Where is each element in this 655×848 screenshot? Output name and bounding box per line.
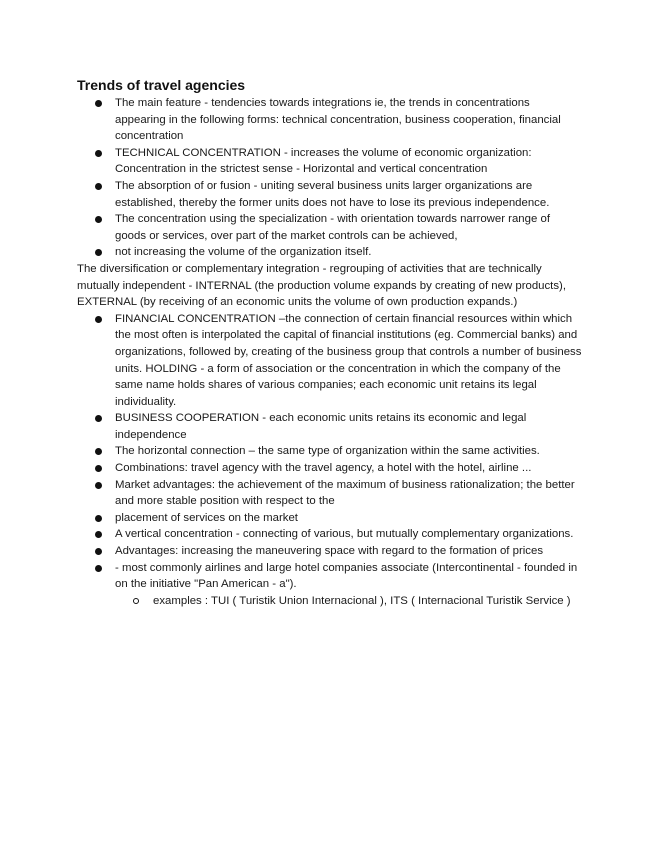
list-item-text: Advantages: increasing the maneuvering space with regard to the formation of prices bbox=[115, 545, 544, 558]
list-item bbox=[115, 311, 582, 411]
bullet-icon bbox=[95, 531, 102, 538]
list-item bbox=[115, 460, 582, 477]
list-item-text: placement of services on the market bbox=[115, 511, 298, 524]
list-item bbox=[115, 410, 582, 443]
list-item bbox=[115, 526, 582, 543]
list-item-text: BUSINESS COOPERATION - each economic units retains its economic and legal independence bbox=[115, 412, 527, 441]
hollow-bullet-icon bbox=[133, 598, 139, 604]
bullet-icon bbox=[95, 565, 102, 572]
bullet-icon bbox=[95, 415, 102, 422]
list-item-text: Combinations: travel agency with the travel agency, a hotel with the hotel, airline ... bbox=[115, 462, 532, 475]
sub-list-item bbox=[153, 593, 582, 610]
list-item bbox=[115, 145, 582, 178]
list-item-text: The concentration using the specialization - with orientation towards narrower range of goods or services, over part of the market controls can be achieved, bbox=[115, 213, 550, 242]
document-title: Trends of travel agencies bbox=[77, 77, 246, 93]
bullet-icon bbox=[95, 548, 102, 555]
bullet-icon bbox=[95, 465, 102, 472]
bullet-icon bbox=[95, 316, 102, 323]
list-item-text: TECHNICAL CONCENTRATION - increases the volume of economic organization: Concentration in the strictest sense - Horizontal and vertical concentration bbox=[115, 146, 532, 176]
list-item-text: - most commonly airlines and large hotel companies associate (Intercontinental - founded in on the initiative "Pan American - a"). bbox=[115, 561, 578, 591]
bullet-list-concentration bbox=[77, 311, 582, 610]
bullet-icon bbox=[95, 515, 102, 522]
list-item bbox=[115, 178, 582, 211]
bullet-icon bbox=[95, 183, 102, 190]
list-item bbox=[115, 560, 582, 610]
list-item bbox=[115, 443, 582, 460]
list-item-text: A vertical concentration - connecting of various, but mutually complementary organizations. bbox=[115, 528, 574, 541]
list-item bbox=[115, 510, 582, 527]
list-item-text: not increasing the volume of the organization itself. bbox=[115, 246, 372, 259]
bullet-icon bbox=[95, 448, 102, 455]
list-item-text: The horizontal connection – the same type of organization within the same activities. bbox=[115, 445, 540, 458]
bullet-icon bbox=[95, 482, 102, 489]
list-item-text: Market advantages: the achievement of the maximum of business rationalization; the better and more stable position with respect to the bbox=[115, 478, 575, 508]
list-item-text: The absorption of or fusion - uniting several business units larger organizations are established, thereby the former units does not have to lose its previous independence. bbox=[115, 179, 550, 209]
list-item bbox=[115, 95, 582, 145]
bullet-icon bbox=[95, 216, 102, 223]
list-item-text: FINANCIAL CONCENTRATION –the connection of certain financial resources within which the most often is interpolated the capital of financial institutions (eg. Commercial banks) and organizations, followed by, creating of the business group that controls a number of business units. HOLDING - a form of association or the concentration in which the company of the same name holds shares of various companies; each economic unit retains its legal individuality. bbox=[115, 312, 582, 408]
sub-bullet-list bbox=[115, 593, 582, 610]
list-item bbox=[115, 477, 582, 510]
bullet-icon bbox=[95, 249, 102, 256]
bullet-icon bbox=[95, 150, 102, 157]
list-item bbox=[115, 211, 582, 244]
list-item bbox=[115, 244, 582, 261]
bullet-icon bbox=[95, 100, 102, 107]
list-item bbox=[115, 543, 582, 560]
document-body bbox=[77, 75, 582, 609]
bullet-list-trends bbox=[77, 95, 582, 261]
list-item-text: The main feature - tendencies towards integrations ie, the trends in concentrations appearing in the following forms: technical concentration, business cooperation, financial concentration bbox=[115, 97, 561, 143]
diversification-paragraph: The diversification or complementary integration - regrouping of activities that are technically mutually independent - INTERNAL (the production volume expands by creating of new products), EXTERNAL (by receiving of an economic units the volume of own production expands.) bbox=[77, 262, 567, 309]
sub-list-item-text: examples : TUI ( Turistik Union Internacional ), ITS ( Internacional Turistik Service ) bbox=[153, 594, 571, 607]
